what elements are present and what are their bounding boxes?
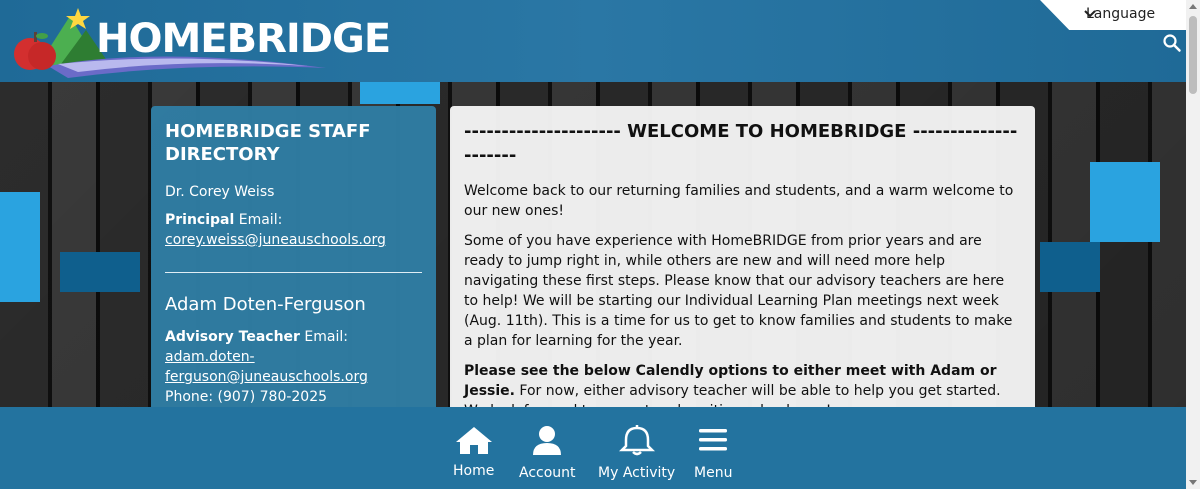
page-scrollbar[interactable] [1186,0,1200,489]
home-icon [454,425,494,455]
staff-name-advisory: Adam Doten-Ferguson [165,294,366,315]
account-icon [520,425,574,455]
welcome-paragraph-3 [464,361,1021,401]
scroll-down-arrow[interactable] [1189,480,1197,485]
decorative-cube [1040,242,1100,292]
logo-text: HOMEBRIDGE [96,16,391,62]
site-header [0,0,1186,82]
nav-account[interactable] [519,425,576,481]
welcome-paragraph-1: Welcome back to our returning families and students, and a warm welcome to our new ones! [464,183,1014,219]
nav-my-activity[interactable] [598,425,675,481]
decorative-cube [60,252,140,292]
staff-directory-panel [151,106,436,407]
decorative-cube [0,192,40,302]
welcome-paragraph-2: Some of you have experience with HomeBRIDGE from prior years and are ready to jump right in, while others are new and will need more help navigating these first steps. Please know that our advisory teachers are here to help! We will be starting our Individual Learning Plan meetings next week (Aug. 11th). This is a time for us to get to know families and students to make a plan for learning for the year. [464,233,1013,349]
nav-account-label: Account [519,465,576,481]
bell-icon [602,425,672,455]
divider [165,272,422,273]
advisory-contact [165,327,422,407]
decorative-cube [1090,162,1160,242]
scroll-up-arrow[interactable] [1189,4,1197,9]
language-label[interactable]: Language [1086,6,1156,22]
search-icon[interactable] [1163,34,1181,52]
calendly-note-rest: For now, either advisory teacher will be able to help you get started. [514,383,1001,399]
principal-email-link[interactable]: corey.weiss@juneauschools.org [165,232,386,248]
advisory-email-link[interactable]: adam.doten-ferguson@juneauschools.org [165,349,368,385]
staff-directory-title: HOMEBRIDGE STAFF DIRECTORY [165,121,371,165]
advisory-role: Advisory Teacher [165,329,300,345]
principal-role: Principal [165,212,235,228]
staff-name-principal: Dr. Corey Weiss [165,184,275,200]
welcome-title: --------------------- WELCOME TO HOMEBRIDGE --------------------- [464,121,1018,166]
welcome-panel [450,106,1035,407]
advisory-email-label: Email: [299,329,348,345]
advisory-phone: Phone: (907) 780-2025 [165,389,328,405]
nav-home-label: Home [453,463,495,479]
homebridge-logo[interactable] [8,6,391,78]
nav-menu-label: Menu [694,465,733,481]
nav-home[interactable] [453,425,494,479]
nav-menu[interactable] [694,425,732,481]
principal-email-label: Email: [234,212,283,228]
calendly-note: Please see the below Calendly options to either meet with Adam or Jessie. [464,363,997,399]
scroll-thumb[interactable] [1189,16,1197,94]
decorative-cube [360,82,440,104]
nav-activity-label: My Activity [598,465,676,481]
principal-contact [165,210,422,250]
hamburger-menu-icon [694,425,732,455]
bottom-navigation [0,407,1186,489]
